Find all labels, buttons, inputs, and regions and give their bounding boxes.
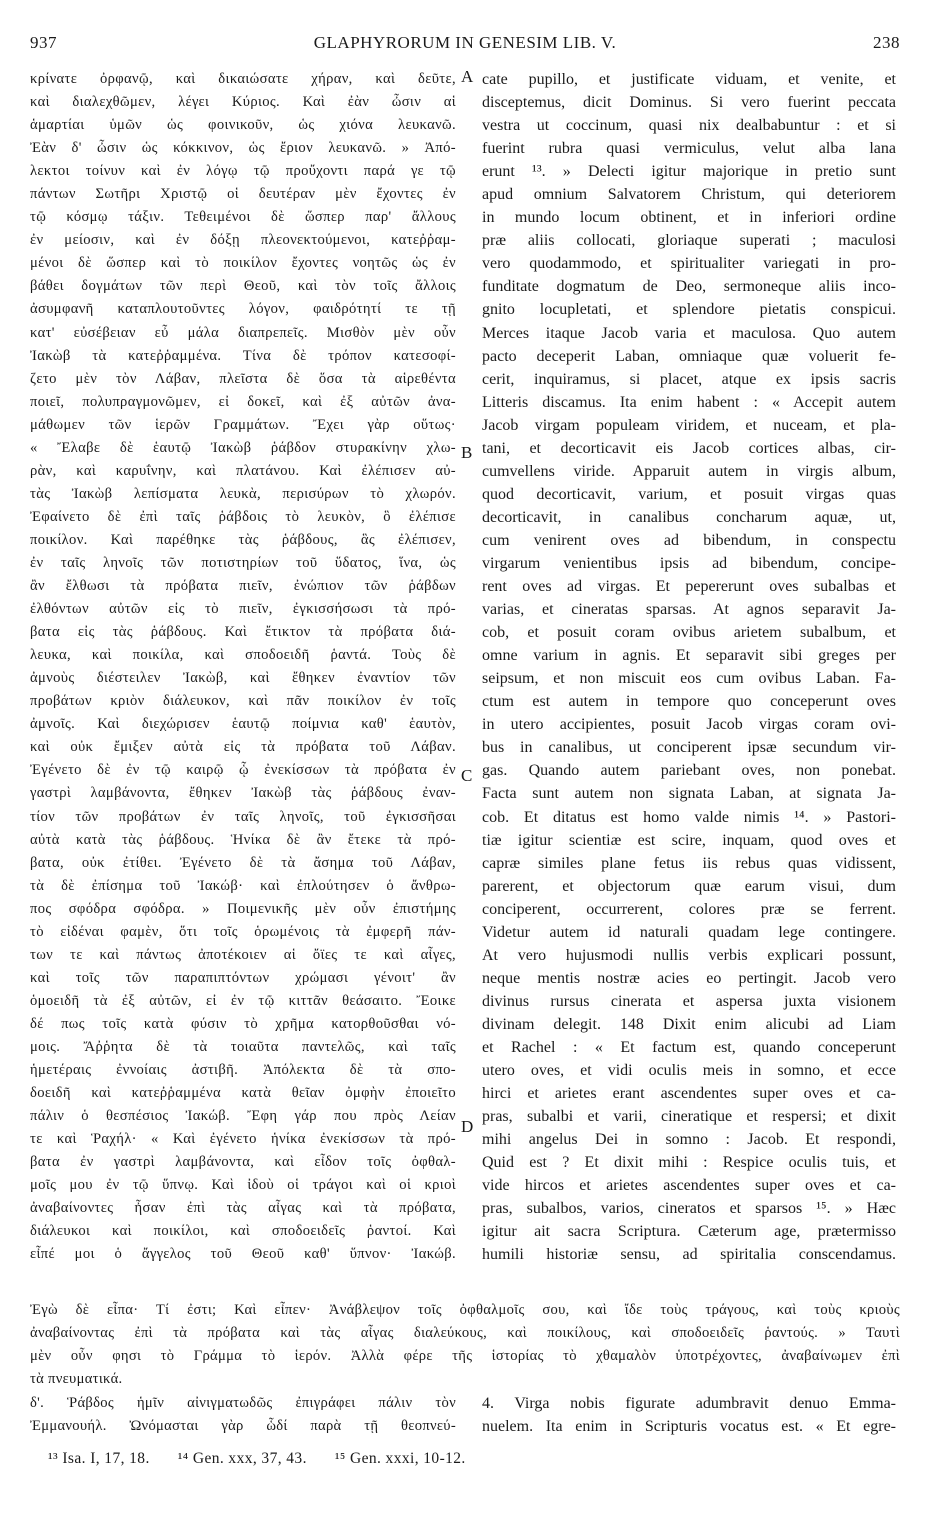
text-line: utero oves, et vidi oculis meis in somno, et ecce (482, 1062, 896, 1080)
text-line: præ aliis collocati, gloriaque superati ; maculosi (482, 232, 896, 250)
text-line: δέ πως τοῖς κατὰ φύσιν τὸ χρῆμα κατορθοῦσθαι νό- (30, 1015, 456, 1032)
text-line: τίον τῶν προβάτων ἐν ταῖς ληνοῖς, τοῦ ἐγκισσῆσαι (30, 808, 456, 825)
section-4-greek (30, 1392, 456, 1438)
text-line: in utero accipientes, posuit Jacob virgas coram ovi- (482, 716, 896, 734)
text-line: et Rachel : « Et factum est, quando conceperunt (482, 1038, 896, 1056)
text-line: disceptemus, dicit Dominus. Si vero fuerint peccata (482, 94, 896, 112)
text-line: seipsum, et non miscuit eos cum ovibus Laban. Fa- (482, 670, 896, 688)
text-line: fuerint rubra quasi vermiculus, velut alba lana (482, 140, 896, 158)
text-line: ἀσυμφανῆ καταπλουτοῦντες λόγον, φαιδρότητί τε τῇ (30, 301, 456, 318)
text-line: Quid est ? Et dixit mihi : Respice oculis tuis, et (482, 1154, 896, 1172)
text-line: cob. Et ditatus est homo valde nimis ¹⁴. » Pastori- (482, 808, 896, 826)
text-line: καὶ οὐκ ἔμιξεν αὐτὰ εἰς τὰ πρόβατα τοῦ Λάβαν. (30, 739, 456, 756)
text-line: At vero hujusmodi nullis verbis explicari possunt, (482, 946, 896, 964)
text-line: ἁμαρτίαι ὑμῶν ὡς φοινικοῦν, ὡς χιόνα λευκανῶ. (30, 117, 456, 134)
text-line: cumvellens viride. Apparuit autem in virgis album, (482, 462, 896, 480)
text-line: ἐν μείοσιν, καὶ ἐν δόξῃ πλεονεκτούμενοι, κατεῤῥαμ- (30, 232, 456, 249)
section-4-latin (482, 1392, 896, 1438)
page-number-left: 937 (30, 33, 57, 52)
text-line: γαστρὶ λαμβάνοντα, ἔθηκεν Ἰακὼβ τὰς ῥάβδους ἐναν- (30, 785, 456, 802)
text-line: κατ' εὐσέβειαν εὖ μάλα διαπρεπεῖς. Μισθὸν μὲν οὖν (30, 324, 456, 341)
text-line: rent oves ad virgas. Et pepererunt oves subalbas et (482, 578, 896, 596)
text-line: κρίνατε ὀρφανῷ, καὶ δικαιώσατε χήραν, καὶ δεῦτε, (30, 71, 456, 87)
text-line: gnito locupletati, et splendore pietatis conspicui. (482, 301, 896, 319)
text-line: « Ἔλαβε δὲ ἑαυτῷ Ἰακὼβ ῥάβδον στυρακίνην χλω- (30, 439, 456, 456)
text-line: ἐν ταῖς ληνοῖς τῶν ποτιστηρίων τοῦ ὕδατος, ἵνα, ὡς (30, 554, 456, 571)
text-line: βατα εἰς τὰς ῥάβδους. Καὶ ἔτικτον τὰ πρόβατα διά- (30, 624, 456, 641)
text-line: pacto deceperit Laban, omniaque quæ voluerit fe- (482, 347, 896, 365)
section-marker-b: B (461, 443, 473, 462)
text-line: μοῖς μου ἐν τῷ ὕπνῳ. Καὶ ἰδοὺ οἱ τράγοι καὶ οἱ κριοὶ (30, 1177, 456, 1194)
text-line: τὰ πνευματικά. (30, 1371, 123, 1387)
text-line: mihi angelus Dei in somno : Jacob. Et respondi, (482, 1131, 896, 1149)
text-line: virgarum venientibus ipsis ad bibendum, concipe- (482, 554, 896, 572)
text-line: tiæ igitur scientiæ est scire, inquam, quod oves et (482, 831, 896, 849)
text-line: μάθωμεν τῶν ἱερῶν Γραμμάτων. Ἔχει γὰρ οὕτως· (30, 416, 456, 433)
text-line: ἀμνοῖς. Καὶ διεχώρισεν ἑαυτῷ ποίμνια καθ' ἑαυτὸν, (30, 716, 456, 733)
text-line: nuelem. Ita enim in Scripturis vocatus est. « Et egre- (482, 1418, 896, 1435)
text-line: Videtur autem id naturali quadam lege contingere. (482, 923, 896, 941)
text-line: εἶπέ μοι ὁ ἄγγελος τοῦ Θεοῦ καθ' ὕπνον· Ἰακώβ. (30, 1246, 456, 1263)
page-number-right: 238 (873, 33, 900, 52)
text-line: ἐλθόντων αὐτῶν εἰς τὸ πιεῖν, ἐγκισσήσωσι τὰ πρό- (30, 601, 456, 618)
text-line: αὐτὰ κατὰ τὰς ῥάβδους. Ἡνίκα δὲ ἂν ἔτεκε τὰ πρό- (30, 831, 456, 848)
text-line: Ἐγένετο δὲ ἐν τῷ καιρῷ ᾧ ἐνεκίσσων τὰ πρόβατα ἐν (30, 762, 456, 779)
running-header (30, 33, 900, 57)
text-line: vide hircos et arietes ascendentes super oves et ca- (482, 1177, 896, 1195)
text-line: Ἐγὼ δὲ εἶπα· Τί ἐστι; Καὶ εἶπεν· Ἀνάβλεψον τοῖς ὀφθαλμοῖς σου, καὶ ἴδε τοὺς τράγους, καὶ τοὺς κριοὺς (30, 1302, 900, 1318)
text-line: Ἐφαίνετο δὲ ἐπὶ ταῖς ῥάβδοις τὸ λευκὸν, ὃ ἐλέπισε (30, 508, 456, 525)
text-line: λεκτοι τοίνυν καὶ ἐν λόγῳ τῷ προὔχοντι παρά γε τῷ (30, 163, 456, 180)
text-line: vestra ut coccinum, quasi nix dealbabuntur : et si (482, 117, 896, 135)
text-line: gas. Quando autem pariebant oves, non ponebat. (482, 762, 896, 780)
text-line: πος σφόδρα σφόδρα. » Ποιμενικῆς μὲν οὖν ἐπιστήμης (30, 900, 456, 917)
text-line: erunt ¹³. » Delecti igitur majorique in pretio sunt (482, 163, 896, 181)
text-line: καὶ διαλεχθῶμεν, λέγει Κύριος. Καὶ ἐὰν ὦσιν αἱ (30, 94, 456, 111)
text-line: ζετο μὲν τὸν Λάβαν, πλεῖστα δὲ ὅσα τὰ αἱρεθέντα (30, 370, 456, 387)
text-line: καὶ τοῖς τῶν παραπιπτόντων χρώμασι γένοιτ' ἂν (30, 969, 456, 986)
text-line: decorticavit, in canalibus concharum aquæ, ut, (482, 508, 896, 526)
text-line: δοειδῆ καὶ κατεῤῥαμμένα κατὰ θεῖαν ὀμφὴν ἐποιεῖτο (30, 1085, 456, 1102)
text-line: Merces itaque Jacob varia et maculosa. Quo autem (482, 324, 896, 342)
footnote: ¹⁴ Gen. xxx, 37, 43. (177, 1450, 307, 1467)
text-line: ἀμνοὺς διέστειλεν Ἰακὼβ, καὶ ἔθηκεν ἐναντίον τῶν (30, 670, 456, 687)
text-line: μένοι δὲ ὥσπερ καὶ τὸ ποικίλον ἔχοντες νοητῶς ὡς ἐν (30, 255, 456, 272)
section-marker-d: D (461, 1117, 474, 1136)
text-line: δ'. Ῥάβδος ἡμῖν αἰνιγματωδῶς ἐπιγράφει πάλιν τὸν (30, 1395, 456, 1411)
text-line: 4. Virga nobis figurate adumbravit denuo Emma- (482, 1395, 896, 1412)
text-line: tani, et decorticavit eis Jacob cortices albas, cir- (482, 439, 896, 457)
text-line: πάντων Σωτῆρι Χριστῷ οἱ δευτέραν μὲν ἔχοντες ἐν (30, 186, 456, 203)
text-line: ἡμετέραις ἐννοίαις ἀστιβῆ. Ἀπόλεκτα δὲ τὰ σπο- (30, 1062, 456, 1079)
text-line: πάλιν ὁ θεσπέσιος Ἰακώβ. Ἔφη γάρ που πρὸς Λείαν (30, 1108, 456, 1125)
text-line: διάλευκοι καὶ ποικίλοι, καὶ σποδοειδεῖς ῥαντοί. Καὶ (30, 1223, 456, 1240)
text-line: omne varium in agnis. Et separavit sibi greges per (482, 647, 896, 665)
text-line: cob, et posuit coram ovibus arietem subalbum, et (482, 624, 896, 642)
text-line: ποικίλον. Καὶ παρέθηκε τὰς ῥάβδους, ἃς ἐλέπισεν, (30, 531, 456, 548)
footnote: ¹⁵ Gen. xxxi, 10-12. (334, 1450, 466, 1467)
text-line: τὸ εἰδέναι φαμὲν, ὅτι τοῖς ὁρωμένοις τὰ ἐμφερῆ πάν- (30, 923, 456, 940)
section-marker-c: C (461, 766, 473, 785)
text-line: μοις. Ἄῤῥητα δὲ τὰ τοιαῦτα παντελῶς, καὶ ταῖς (30, 1038, 456, 1055)
text-line: ποιεῖ, πολυπραγμονῶμεν, εἰ δοκεῖ, καὶ ἐξ αὐτῶν ἀνα- (30, 393, 456, 410)
text-line: βατα, οὐκ ἐτίθει. Ἐγένετο δὲ τὰ ἄσημα τοῦ Λάβαν, (30, 854, 456, 871)
text-line: funditate dogmatum de Deo, sermoneque aliis inco- (482, 278, 896, 296)
text-line: ἀναβαίνοντας ἐπὶ τὰ πρόβατα καὶ τὰς αἶγας διαλεύκους, καὶ ποικίλους, καὶ σποδοειδεῖς ῥαντούς. » Ταυτὶ (30, 1325, 900, 1341)
text-line: Ἰακὼβ τὰ κατεῤῥαμμένα. Τίνα δὲ τρόπον κατεσοφί- (30, 347, 456, 364)
text-line: apud omnium Salvatorem Christum, qui deteriorem (482, 186, 896, 204)
text-line: Ἐμμανουήλ. Ὠνόμασται γὰρ ὧδί παρὰ τῇ θεοπνεύ- (30, 1418, 456, 1434)
text-line: neque mentis nostræ acies eo pertingit. Jacob vero (482, 969, 896, 987)
text-line: capræ similes plane fetus iis rebus quas vidissent, (482, 854, 896, 872)
text-line: τε καὶ Ῥαχήλ· « Καὶ ἐγένετο ἡνίκα ἐνεκίσσων τὰ πρό- (30, 1131, 456, 1148)
text-line: των τε καὶ πάντως ἀποτέκοιεν αἱ ὄϊες τε καὶ αἶγες, (30, 946, 456, 963)
text-line: cum venirent oves ad bibendum, in conspectu (482, 531, 896, 549)
greek-column (30, 68, 456, 1266)
page-title: GLAPHYRORUM IN GENESIM LIB. V. (313, 33, 617, 52)
text-line: ἂν ἔλθωσι τὰ πρόβατα πιεῖν, ἐνώπιον τῶν ῥάβδων (30, 578, 456, 595)
text-line: hirci et arietes erant ascendentes super oves et ca- (482, 1085, 896, 1103)
text-line: pras, subalbos, varios, cineratos et sparsos ¹⁵. » Hæc (482, 1200, 896, 1218)
text-line: τὰς Ἰακὼβ λεπίσματα λευκὰ, περισύρων τὸ χλωρόν. (30, 485, 456, 502)
text-line: ρὰν, καὶ καρυΐνην, καὶ πλατάνου. Καὶ ἐλέπισεν αὐ- (30, 462, 456, 479)
text-line: conciperent, occurrerent, colores præ se ferrent. (482, 900, 896, 918)
text-line: ἀναβαίνοντες ἦσαν ἐπὶ τὰς αἶγας καὶ τὰ πρόβατα, (30, 1200, 456, 1217)
text-line: Ἐὰν δ' ὦσιν ὡς κόκκινον, ὡς ἔριον λευκανῶ. » Ἀπό- (30, 140, 456, 157)
text-line: cate pupillo, et justificate viduam, et venite, et (482, 71, 896, 88)
text-line: λευκα, καὶ ποικίλα, καὶ σποδοειδῆ ῥαντά. Τοὺς δὲ (30, 647, 456, 664)
footnotes (48, 1450, 898, 1468)
full-width-greek-passage (30, 1299, 900, 1391)
text-line: quod decorticavit, varium, et posuit virgas quas (482, 485, 896, 503)
text-line: ctum est autem in tempore quo conceperunt oves (482, 693, 896, 711)
text-line: divinus rursus cinerata et aspersa juxta visionem (482, 992, 896, 1010)
text-line: Jacob virgam populeam viridem, et nuceam, et pla- (482, 416, 896, 434)
text-line: Litteris discamus. Ita enim habent : « Accepit autem (482, 393, 896, 411)
section-marker-a: A (461, 67, 474, 86)
text-line: vero quodammodo, et spiritualiter variegati in pro- (482, 255, 896, 273)
latin-column (482, 68, 896, 1266)
text-line: ὁμοειδῆ τὰ ἐξ αὐτῶν, εἰ ἐν τῷ κιττᾶν θεάσαιτο. Ἔοικε (30, 992, 456, 1009)
text-line: igitur ait sacra Scriptura. Cæterum age, prætermisso (482, 1223, 896, 1241)
text-line: humili historiæ sensu, ad spiritalia conscendamus. (482, 1246, 896, 1264)
text-line: βατα ἐν γαστρὶ λαμβάνοντα, καὶ εἶδον τοῖς ὀφθαλ- (30, 1154, 456, 1171)
text-line: pras, subalbi et varii, cineratique et respersi; et dixit (482, 1108, 896, 1126)
text-line: varias, et cineratas sparsas. At agnos separavit Ja- (482, 601, 896, 619)
text-line: βάθει δογμάτων τῶν περὶ Θεοῦ, καὶ τὸν τοῖς ἄλλοις (30, 278, 456, 295)
text-line: προβάτων κριὸν διάλευκον, καὶ πᾶν ποικίλον ἐν τοῖς (30, 693, 456, 710)
text-line: μὲν οὖν φησι τὸ Γράμμα τὸ ἱερόν. Ἀλλὰ φέρε τῆς ἱστορίας τὸ χθαμαλὸν ὑποτρέχοντες, ἀναβαίνωμεν ἐπὶ (30, 1348, 900, 1364)
text-line: Facta sunt autem non signata Laban, at signata Ja- (482, 785, 896, 803)
text-line: τῷ κόσμῳ τάξιν. Τεθειμένοι δὲ ὥσπερ παρ' ἄλλους (30, 209, 456, 226)
footnote: ¹³ Isa. I, 17, 18. (48, 1450, 150, 1467)
text-line: bus in canalibus, ut conciperent ipsæ secundum vir- (482, 739, 896, 757)
text-line: τὰ δὲ ἐπίσημα τοῦ Ἰακώβ· καὶ ἐπλούτησεν ὁ ἄνθρω- (30, 877, 456, 894)
text-line: divinam delegit. 148 Dixit enim alicubi ad Liam (482, 1015, 896, 1033)
text-line: cerit, inquiramus, si placet, atque ex ipsis sacris (482, 370, 896, 388)
text-line: in mundo locum obtinent, et in inferiori ordine (482, 209, 896, 227)
text-line: parerent, et objectorum quæ earum visui, dum (482, 877, 896, 895)
